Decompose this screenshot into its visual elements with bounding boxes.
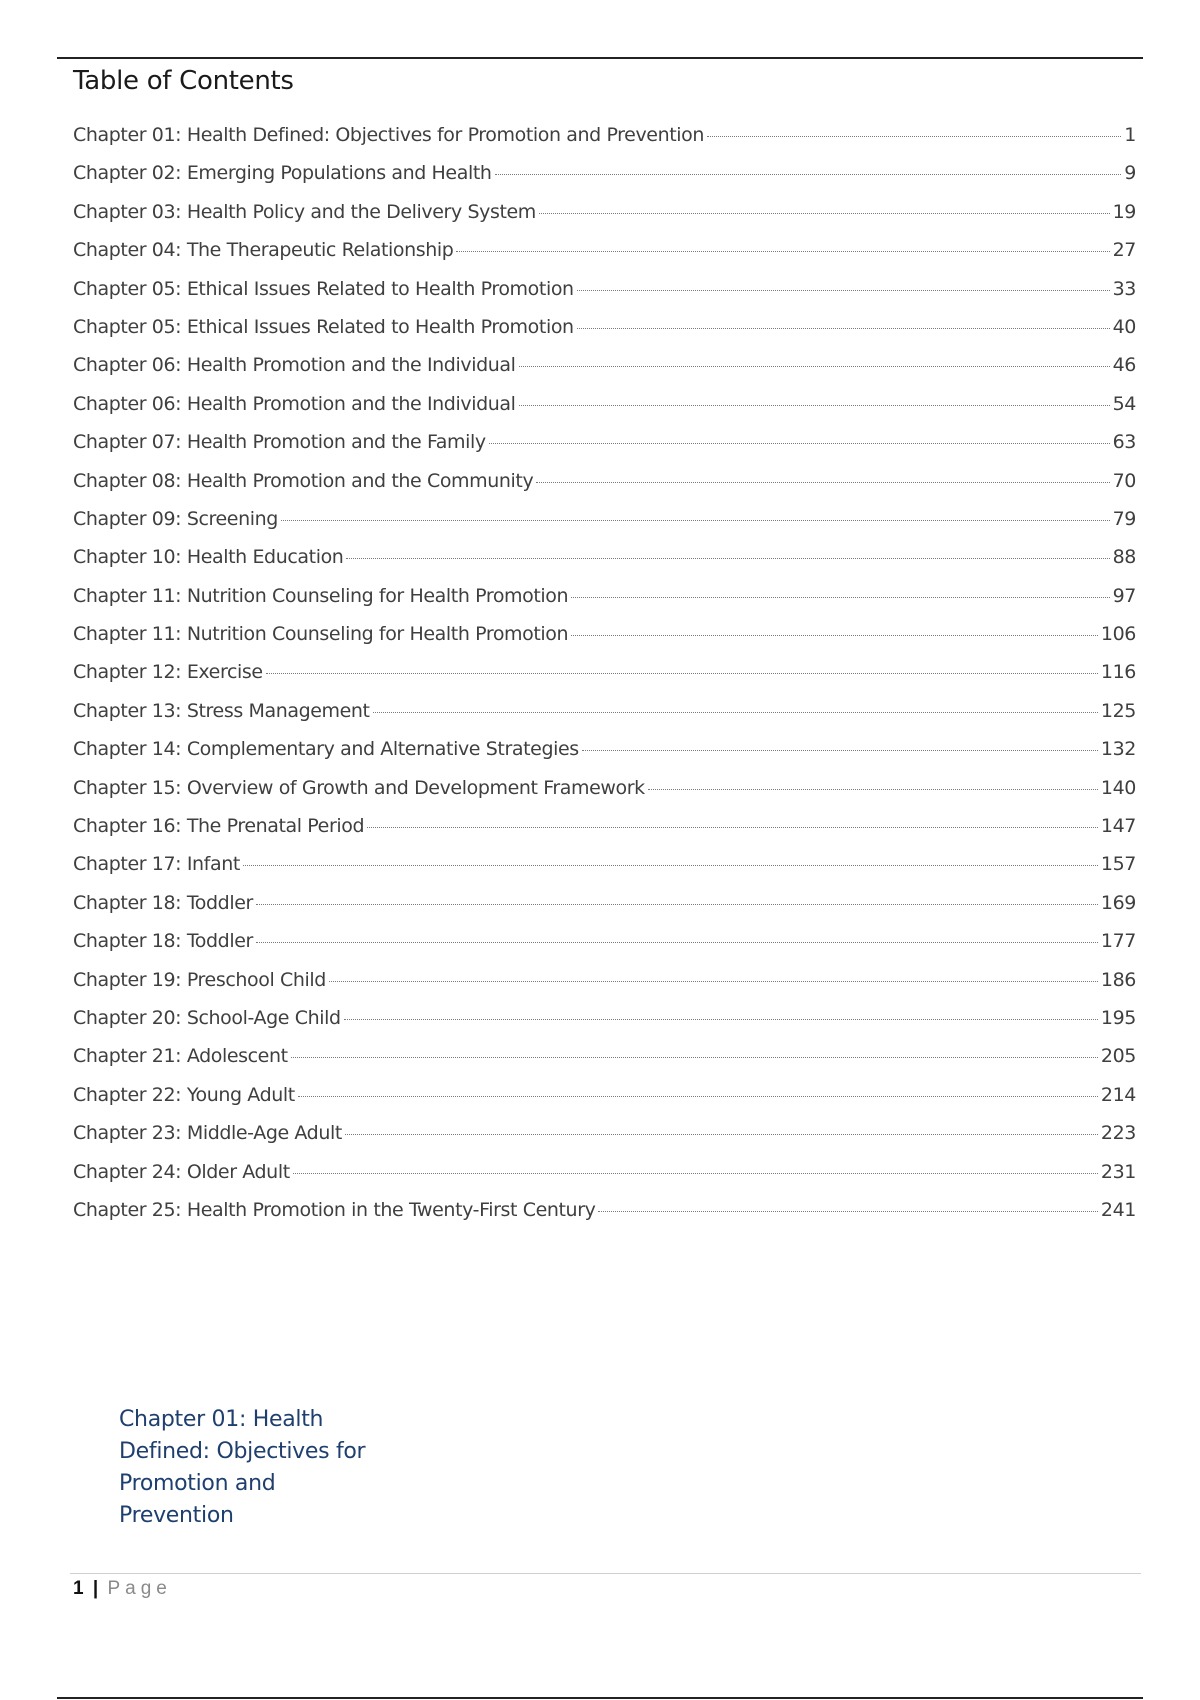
toc-entry-title: Chapter 04: The Therapeutic Relationship	[73, 239, 454, 262]
toc-dot-leader	[281, 520, 1110, 521]
toc-entry-title: Chapter 13: Stress Management	[73, 699, 370, 722]
bottom-rule	[57, 1697, 1143, 1699]
toc-entry-page: 132	[1100, 738, 1136, 761]
toc-list	[73, 124, 1136, 1237]
toc-title: Table of Contents	[73, 66, 294, 96]
toc-entry-page: 27	[1112, 239, 1136, 262]
toc-entry-page: 147	[1100, 815, 1136, 838]
toc-entry-page: 140	[1100, 776, 1136, 799]
toc-entry-page: 231	[1100, 1160, 1136, 1183]
toc-entry-title: Chapter 22: Young Adult	[73, 1083, 295, 1106]
toc-entry[interactable]	[73, 470, 1136, 508]
toc-entry-title: Chapter 18: Toddler	[73, 891, 253, 914]
toc-dot-leader	[456, 251, 1109, 252]
toc-entry-title: Chapter 10: Health Education	[73, 546, 344, 569]
toc-entry[interactable]	[73, 623, 1136, 661]
toc-entry-page: 33	[1112, 277, 1136, 300]
toc-entry[interactable]	[73, 354, 1136, 392]
toc-entry[interactable]	[73, 316, 1136, 354]
top-rule	[57, 57, 1143, 59]
toc-entry-title: Chapter 11: Nutrition Counseling for Health Promotion	[73, 623, 569, 646]
toc-dot-leader	[373, 712, 1098, 713]
toc-entry-page: 214	[1100, 1083, 1136, 1106]
toc-dot-leader	[243, 865, 1098, 866]
footer-page-word: Page	[107, 1578, 172, 1599]
toc-entry-page: 46	[1112, 354, 1136, 377]
toc-entry[interactable]	[73, 508, 1136, 546]
toc-entry[interactable]	[73, 815, 1136, 853]
toc-entry-title: Chapter 21: Adolescent	[73, 1045, 288, 1068]
toc-dot-leader	[298, 1096, 1098, 1097]
toc-dot-leader	[536, 482, 1109, 483]
toc-entry[interactable]	[73, 777, 1136, 815]
toc-dot-leader	[256, 904, 1098, 905]
toc-entry-title: Chapter 15: Overview of Growth and Development Framework	[73, 776, 645, 799]
toc-dot-leader	[571, 635, 1098, 636]
toc-entry[interactable]	[73, 930, 1136, 968]
toc-entry-page: 169	[1100, 891, 1136, 914]
footer-rule	[70, 1573, 1141, 1574]
toc-dot-leader	[266, 673, 1098, 674]
toc-entry-title: Chapter 20: School-Age Child	[73, 1006, 341, 1029]
toc-entry-title: Chapter 18: Toddler	[73, 930, 253, 953]
toc-dot-leader	[519, 366, 1110, 367]
toc-entry[interactable]	[73, 278, 1136, 316]
toc-entry-title: Chapter 11: Nutrition Counseling for Health Promotion	[73, 584, 569, 607]
toc-entry[interactable]	[73, 1084, 1136, 1122]
toc-entry-page: 186	[1100, 968, 1136, 991]
toc-dot-leader	[329, 981, 1098, 982]
toc-entry-title: Chapter 03: Health Policy and the Delivery System	[73, 200, 536, 223]
toc-entry-page: 40	[1112, 315, 1136, 338]
toc-dot-leader	[345, 1134, 1098, 1135]
toc-entry[interactable]	[73, 892, 1136, 930]
page-footer	[73, 1578, 172, 1600]
toc-entry-page: 205	[1100, 1045, 1136, 1068]
toc-dot-leader	[539, 213, 1110, 214]
toc-entry-title: Chapter 08: Health Promotion and the Community	[73, 469, 534, 492]
toc-dot-leader	[577, 290, 1110, 291]
toc-entry-page: 195	[1100, 1006, 1136, 1029]
toc-entry-title: Chapter 02: Emerging Populations and Health	[73, 162, 492, 185]
toc-entry-page: 19	[1112, 200, 1136, 223]
toc-entry[interactable]	[73, 546, 1136, 584]
toc-dot-leader	[598, 1211, 1097, 1212]
toc-entry-page: 106	[1100, 623, 1136, 646]
footer-separator: |	[92, 1578, 99, 1599]
toc-entry-page: 157	[1100, 853, 1136, 876]
toc-entry[interactable]	[73, 201, 1136, 239]
toc-dot-leader	[293, 1173, 1098, 1174]
toc-entry-title: Chapter 06: Health Promotion and the Individual	[73, 392, 516, 415]
toc-entry-page: 241	[1100, 1198, 1136, 1221]
toc-entry-title: Chapter 16: The Prenatal Period	[73, 815, 365, 838]
toc-dot-leader	[571, 597, 1109, 598]
chapter-heading[interactable]: Chapter 01: Health Defined: Objectives for Promotion and Prevention	[119, 1407, 366, 1528]
toc-entry-page: 88	[1112, 546, 1136, 569]
footer-page-number: 1	[73, 1578, 84, 1599]
toc-entry-page: 97	[1112, 584, 1136, 607]
toc-entry[interactable]	[73, 1161, 1136, 1199]
toc-dot-leader	[707, 136, 1121, 137]
toc-entry[interactable]	[73, 1122, 1136, 1160]
toc-entry-title: Chapter 23: Middle-Age Adult	[73, 1122, 342, 1145]
toc-entry[interactable]	[73, 1199, 1136, 1237]
toc-entry-title: Chapter 07: Health Promotion and the Family	[73, 431, 486, 454]
toc-entry-page: 9	[1124, 162, 1136, 185]
toc-entry[interactable]	[73, 700, 1136, 738]
toc-entry[interactable]	[73, 585, 1136, 623]
toc-entry-page: 70	[1112, 469, 1136, 492]
toc-entry[interactable]	[73, 738, 1136, 776]
toc-entry-title: Chapter 09: Screening	[73, 507, 278, 530]
toc-dot-leader	[344, 1019, 1098, 1020]
toc-entry[interactable]	[73, 1045, 1136, 1083]
toc-entry[interactable]	[73, 239, 1136, 277]
toc-entry-page: 223	[1100, 1122, 1136, 1145]
toc-dot-leader	[489, 443, 1110, 444]
toc-entry[interactable]	[73, 124, 1136, 162]
toc-dot-leader	[256, 942, 1098, 943]
toc-dot-leader	[495, 174, 1122, 175]
toc-dot-leader	[519, 405, 1110, 406]
toc-dot-leader	[648, 789, 1098, 790]
toc-entry[interactable]	[73, 969, 1136, 1007]
toc-dot-leader	[582, 750, 1098, 751]
toc-entry-page: 63	[1112, 431, 1136, 454]
toc-entry-page: 1	[1124, 124, 1136, 146]
toc-dot-leader	[346, 558, 1109, 559]
toc-entry[interactable]	[73, 162, 1136, 200]
toc-entry-title: Chapter 05: Ethical Issues Related to Health Promotion	[73, 277, 574, 300]
toc-entry[interactable]	[73, 431, 1136, 469]
toc-entry-page: 54	[1112, 392, 1136, 415]
toc-entry-title: Chapter 24: Older Adult	[73, 1160, 290, 1183]
toc-entry-title: Chapter 12: Exercise	[73, 661, 263, 684]
toc-entry-title: Chapter 14: Complementary and Alternative Strategies	[73, 738, 579, 761]
toc-entry[interactable]	[73, 661, 1136, 699]
toc-dot-leader	[367, 827, 1098, 828]
toc-entry-page: 125	[1100, 699, 1136, 722]
toc-entry-title: Chapter 06: Health Promotion and the Individual	[73, 354, 516, 377]
toc-dot-leader	[577, 328, 1110, 329]
toc-entry-page: 177	[1100, 930, 1136, 953]
toc-entry-title: Chapter 17: Infant	[73, 853, 240, 876]
toc-entry[interactable]	[73, 393, 1136, 431]
toc-entry-page: 79	[1112, 507, 1136, 530]
toc-entry-title: Chapter 19: Preschool Child	[73, 968, 326, 991]
toc-entry-title: Chapter 01: Health Defined: Objectives for Promotion and Prevention	[73, 124, 705, 146]
toc-entry-title: Chapter 05: Ethical Issues Related to Health Promotion	[73, 315, 574, 338]
toc-dot-leader	[291, 1057, 1098, 1058]
toc-entry-title: Chapter 25: Health Promotion in the Twenty-First Century	[73, 1198, 596, 1221]
toc-entry[interactable]	[73, 1007, 1136, 1045]
toc-entry-page: 116	[1100, 661, 1136, 684]
toc-entry[interactable]	[73, 853, 1136, 891]
